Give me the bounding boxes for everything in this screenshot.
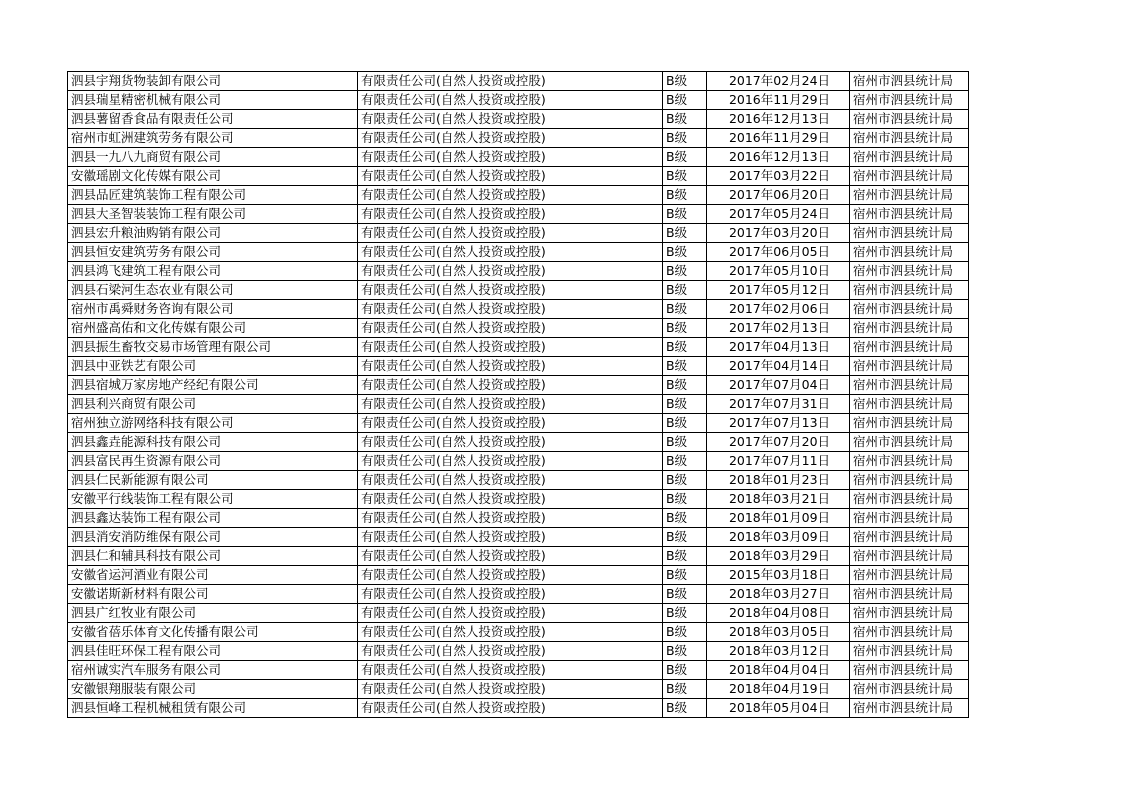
authority-cell: 宿州市泗县统计局 xyxy=(850,376,969,395)
enterprise-type-cell: 有限责任公司(自然人投资或控股) xyxy=(358,110,663,129)
table-body xyxy=(68,72,969,718)
credit-grade-cell: B级 xyxy=(663,528,707,547)
company-name-cell: 泗县鸿飞建筑工程有限公司 xyxy=(68,262,358,281)
authority-cell: 宿州市泗县统计局 xyxy=(850,642,969,661)
company-name-cell: 泗县品匠建筑装饰工程有限公司 xyxy=(68,186,358,205)
date-cell: 2017年07月31日 xyxy=(707,395,850,414)
date-cell: 2018年01月09日 xyxy=(707,509,850,528)
date-cell: 2017年02月24日 xyxy=(707,72,850,91)
credit-grade-cell: B级 xyxy=(663,338,707,357)
enterprise-type-cell: 有限责任公司(自然人投资或控股) xyxy=(358,357,663,376)
company-name-cell: 安徽银翔服装有限公司 xyxy=(68,680,358,699)
company-name-cell: 宿州市虹洲建筑劳务有限公司 xyxy=(68,129,358,148)
enterprise-type-cell: 有限责任公司(自然人投资或控股) xyxy=(358,129,663,148)
credit-grade-cell: B级 xyxy=(663,414,707,433)
company-name-cell: 泗县宏升粮油购销有限公司 xyxy=(68,224,358,243)
credit-grade-cell: B级 xyxy=(663,281,707,300)
authority-cell: 宿州市泗县统计局 xyxy=(850,452,969,471)
company-name-cell: 泗县广红牧业有限公司 xyxy=(68,604,358,623)
enterprise-type-cell: 有限责任公司(自然人投资或控股) xyxy=(358,186,663,205)
enterprise-type-cell: 有限责任公司(自然人投资或控股) xyxy=(358,167,663,186)
date-cell: 2018年03月27日 xyxy=(707,585,850,604)
date-cell: 2017年02月13日 xyxy=(707,319,850,338)
table-row xyxy=(68,167,969,186)
company-name-cell: 泗县仁民新能源有限公司 xyxy=(68,471,358,490)
table-row xyxy=(68,661,969,680)
credit-grade-cell: B级 xyxy=(663,224,707,243)
date-cell: 2017年03月20日 xyxy=(707,224,850,243)
authority-cell: 宿州市泗县统计局 xyxy=(850,262,969,281)
table-row xyxy=(68,148,969,167)
authority-cell: 宿州市泗县统计局 xyxy=(850,148,969,167)
authority-cell: 宿州市泗县统计局 xyxy=(850,680,969,699)
credit-grade-cell: B级 xyxy=(663,262,707,281)
company-name-cell: 泗县富民再生资源有限公司 xyxy=(68,452,358,471)
enterprise-type-cell: 有限责任公司(自然人投资或控股) xyxy=(358,300,663,319)
credit-grade-cell: B级 xyxy=(663,395,707,414)
date-cell: 2018年03月12日 xyxy=(707,642,850,661)
credit-rating-table xyxy=(67,71,969,718)
date-cell: 2016年11月29日 xyxy=(707,129,850,148)
table-row xyxy=(68,471,969,490)
company-name-cell: 泗县利兴商贸有限公司 xyxy=(68,395,358,414)
credit-grade-cell: B级 xyxy=(663,205,707,224)
table-row xyxy=(68,699,969,718)
authority-cell: 宿州市泗县统计局 xyxy=(850,585,969,604)
authority-cell: 宿州市泗县统计局 xyxy=(850,357,969,376)
credit-grade-cell: B级 xyxy=(663,642,707,661)
table-row xyxy=(68,319,969,338)
date-cell: 2018年03月09日 xyxy=(707,528,850,547)
credit-grade-cell: B级 xyxy=(663,699,707,718)
date-cell: 2017年02月06日 xyxy=(707,300,850,319)
authority-cell: 宿州市泗县统计局 xyxy=(850,471,969,490)
company-name-cell: 泗县恒安建筑劳务有限公司 xyxy=(68,243,358,262)
authority-cell: 宿州市泗县统计局 xyxy=(850,604,969,623)
authority-cell: 宿州市泗县统计局 xyxy=(850,91,969,110)
date-cell: 2017年07月04日 xyxy=(707,376,850,395)
date-cell: 2017年05月12日 xyxy=(707,281,850,300)
authority-cell: 宿州市泗县统计局 xyxy=(850,110,969,129)
table-row xyxy=(68,376,969,395)
table-row xyxy=(68,433,969,452)
table-row xyxy=(68,528,969,547)
authority-cell: 宿州市泗县统计局 xyxy=(850,281,969,300)
enterprise-type-cell: 有限责任公司(自然人投资或控股) xyxy=(358,528,663,547)
table-row xyxy=(68,281,969,300)
authority-cell: 宿州市泗县统计局 xyxy=(850,319,969,338)
company-name-cell: 泗县振生畜牧交易市场管理有限公司 xyxy=(68,338,358,357)
company-name-cell: 安徽省蓓乐体育文化传播有限公司 xyxy=(68,623,358,642)
company-name-cell: 安徽瑶剧文化传媒有限公司 xyxy=(68,167,358,186)
enterprise-type-cell: 有限责任公司(自然人投资或控股) xyxy=(358,642,663,661)
company-name-cell: 泗县消安消防维保有限公司 xyxy=(68,528,358,547)
enterprise-type-cell: 有限责任公司(自然人投资或控股) xyxy=(358,91,663,110)
date-cell: 2018年05月04日 xyxy=(707,699,850,718)
company-name-cell: 泗县瑞星精密机械有限公司 xyxy=(68,91,358,110)
date-cell: 2016年11月29日 xyxy=(707,91,850,110)
enterprise-type-cell: 有限责任公司(自然人投资或控股) xyxy=(358,623,663,642)
table-row xyxy=(68,205,969,224)
enterprise-type-cell: 有限责任公司(自然人投资或控股) xyxy=(358,376,663,395)
credit-grade-cell: B级 xyxy=(663,319,707,338)
company-name-cell: 泗县佳旺环保工程有限公司 xyxy=(68,642,358,661)
table-row xyxy=(68,490,969,509)
authority-cell: 宿州市泗县统计局 xyxy=(850,224,969,243)
credit-grade-cell: B级 xyxy=(663,680,707,699)
table-row xyxy=(68,300,969,319)
table-row xyxy=(68,395,969,414)
authority-cell: 宿州市泗县统计局 xyxy=(850,414,969,433)
table-row xyxy=(68,186,969,205)
credit-grade-cell: B级 xyxy=(663,661,707,680)
credit-grade-cell: B级 xyxy=(663,604,707,623)
table-row xyxy=(68,642,969,661)
company-name-cell: 宿州诚实汽车服务有限公司 xyxy=(68,661,358,680)
credit-grade-cell: B级 xyxy=(663,110,707,129)
authority-cell: 宿州市泗县统计局 xyxy=(850,186,969,205)
date-cell: 2018年03月29日 xyxy=(707,547,850,566)
date-cell: 2017年06月05日 xyxy=(707,243,850,262)
date-cell: 2018年04月04日 xyxy=(707,661,850,680)
enterprise-type-cell: 有限责任公司(自然人投资或控股) xyxy=(358,585,663,604)
company-name-cell: 安徽省运河酒业有限公司 xyxy=(68,566,358,585)
authority-cell: 宿州市泗县统计局 xyxy=(850,72,969,91)
enterprise-type-cell: 有限责任公司(自然人投资或控股) xyxy=(358,148,663,167)
company-name-cell: 宿州独立游网络科技有限公司 xyxy=(68,414,358,433)
enterprise-type-cell: 有限责任公司(自然人投资或控股) xyxy=(358,319,663,338)
credit-grade-cell: B级 xyxy=(663,623,707,642)
credit-grade-cell: B级 xyxy=(663,490,707,509)
authority-cell: 宿州市泗县统计局 xyxy=(850,395,969,414)
company-name-cell: 泗县薯留香食品有限责任公司 xyxy=(68,110,358,129)
company-name-cell: 泗县恒峰工程机械租赁有限公司 xyxy=(68,699,358,718)
date-cell: 2016年12月13日 xyxy=(707,110,850,129)
table-row xyxy=(68,262,969,281)
credit-grade-cell: B级 xyxy=(663,300,707,319)
table-row xyxy=(68,357,969,376)
date-cell: 2018年01月23日 xyxy=(707,471,850,490)
company-name-cell: 泗县宿城万家房地产经纪有限公司 xyxy=(68,376,358,395)
table-row xyxy=(68,91,969,110)
authority-cell: 宿州市泗县统计局 xyxy=(850,205,969,224)
enterprise-type-cell: 有限责任公司(自然人投资或控股) xyxy=(358,281,663,300)
table-row xyxy=(68,338,969,357)
company-name-cell: 安徽平行线装饰工程有限公司 xyxy=(68,490,358,509)
enterprise-type-cell: 有限责任公司(自然人投资或控股) xyxy=(358,452,663,471)
enterprise-type-cell: 有限责任公司(自然人投资或控股) xyxy=(358,699,663,718)
table-row xyxy=(68,604,969,623)
date-cell: 2018年03月05日 xyxy=(707,623,850,642)
authority-cell: 宿州市泗县统计局 xyxy=(850,338,969,357)
authority-cell: 宿州市泗县统计局 xyxy=(850,699,969,718)
enterprise-type-cell: 有限责任公司(自然人投资或控股) xyxy=(358,547,663,566)
enterprise-type-cell: 有限责任公司(自然人投资或控股) xyxy=(358,661,663,680)
company-name-cell: 泗县鑫垚能源科技有限公司 xyxy=(68,433,358,452)
date-cell: 2017年07月11日 xyxy=(707,452,850,471)
enterprise-type-cell: 有限责任公司(自然人投资或控股) xyxy=(358,604,663,623)
table-row xyxy=(68,243,969,262)
credit-grade-cell: B级 xyxy=(663,91,707,110)
date-cell: 2017年05月24日 xyxy=(707,205,850,224)
credit-grade-cell: B级 xyxy=(663,509,707,528)
date-cell: 2018年03月21日 xyxy=(707,490,850,509)
company-name-cell: 泗县石梁河生态农业有限公司 xyxy=(68,281,358,300)
authority-cell: 宿州市泗县统计局 xyxy=(850,300,969,319)
company-name-cell: 泗县仁和辅具科技有限公司 xyxy=(68,547,358,566)
company-name-cell: 泗县鑫达装饰工程有限公司 xyxy=(68,509,358,528)
table-row xyxy=(68,452,969,471)
credit-grade-cell: B级 xyxy=(663,357,707,376)
enterprise-type-cell: 有限责任公司(自然人投资或控股) xyxy=(358,205,663,224)
enterprise-type-cell: 有限责任公司(自然人投资或控股) xyxy=(358,509,663,528)
table-row xyxy=(68,414,969,433)
credit-grade-cell: B级 xyxy=(663,547,707,566)
table-row xyxy=(68,623,969,642)
credit-grade-cell: B级 xyxy=(663,585,707,604)
date-cell: 2017年04月14日 xyxy=(707,357,850,376)
date-cell: 2015年03月18日 xyxy=(707,566,850,585)
credit-grade-cell: B级 xyxy=(663,148,707,167)
authority-cell: 宿州市泗县统计局 xyxy=(850,129,969,148)
enterprise-type-cell: 有限责任公司(自然人投资或控股) xyxy=(358,680,663,699)
enterprise-type-cell: 有限责任公司(自然人投资或控股) xyxy=(358,72,663,91)
enterprise-type-cell: 有限责任公司(自然人投资或控股) xyxy=(358,471,663,490)
table-row xyxy=(68,110,969,129)
table-row xyxy=(68,224,969,243)
table-row xyxy=(68,547,969,566)
enterprise-type-cell: 有限责任公司(自然人投资或控股) xyxy=(358,433,663,452)
company-name-cell: 泗县一九八九商贸有限公司 xyxy=(68,148,358,167)
authority-cell: 宿州市泗县统计局 xyxy=(850,509,969,528)
enterprise-type-cell: 有限责任公司(自然人投资或控股) xyxy=(358,414,663,433)
authority-cell: 宿州市泗县统计局 xyxy=(850,566,969,585)
enterprise-type-cell: 有限责任公司(自然人投资或控股) xyxy=(358,395,663,414)
enterprise-type-cell: 有限责任公司(自然人投资或控股) xyxy=(358,490,663,509)
company-name-cell: 泗县宇翔货物装卸有限公司 xyxy=(68,72,358,91)
credit-grade-cell: B级 xyxy=(663,129,707,148)
credit-grade-cell: B级 xyxy=(663,452,707,471)
table-row xyxy=(68,72,969,91)
date-cell: 2017年05月10日 xyxy=(707,262,850,281)
authority-cell: 宿州市泗县统计局 xyxy=(850,433,969,452)
company-name-cell: 安徽诺斯新材料有限公司 xyxy=(68,585,358,604)
date-cell: 2017年07月13日 xyxy=(707,414,850,433)
table-row xyxy=(68,129,969,148)
credit-grade-cell: B级 xyxy=(663,167,707,186)
date-cell: 2018年04月08日 xyxy=(707,604,850,623)
table-row xyxy=(68,566,969,585)
company-name-cell: 泗县大圣智装装饰工程有限公司 xyxy=(68,205,358,224)
credit-grade-cell: B级 xyxy=(663,243,707,262)
company-name-cell: 泗县中亚铁艺有限公司 xyxy=(68,357,358,376)
enterprise-type-cell: 有限责任公司(自然人投资或控股) xyxy=(358,338,663,357)
credit-grade-cell: B级 xyxy=(663,72,707,91)
enterprise-type-cell: 有限责任公司(自然人投资或控股) xyxy=(358,566,663,585)
credit-grade-cell: B级 xyxy=(663,471,707,490)
credit-grade-cell: B级 xyxy=(663,376,707,395)
table-row xyxy=(68,585,969,604)
credit-grade-cell: B级 xyxy=(663,186,707,205)
date-cell: 2017年04月13日 xyxy=(707,338,850,357)
date-cell: 2017年03月22日 xyxy=(707,167,850,186)
authority-cell: 宿州市泗县统计局 xyxy=(850,661,969,680)
enterprise-type-cell: 有限责任公司(自然人投资或控股) xyxy=(358,262,663,281)
authority-cell: 宿州市泗县统计局 xyxy=(850,490,969,509)
credit-grade-cell: B级 xyxy=(663,433,707,452)
date-cell: 2018年04月19日 xyxy=(707,680,850,699)
company-name-cell: 宿州盛高佑和文化传媒有限公司 xyxy=(68,319,358,338)
authority-cell: 宿州市泗县统计局 xyxy=(850,547,969,566)
date-cell: 2017年07月20日 xyxy=(707,433,850,452)
enterprise-type-cell: 有限责任公司(自然人投资或控股) xyxy=(358,224,663,243)
authority-cell: 宿州市泗县统计局 xyxy=(850,243,969,262)
date-cell: 2016年12月13日 xyxy=(707,148,850,167)
credit-grade-cell: B级 xyxy=(663,566,707,585)
enterprise-type-cell: 有限责任公司(自然人投资或控股) xyxy=(358,243,663,262)
authority-cell: 宿州市泗县统计局 xyxy=(850,528,969,547)
table-row xyxy=(68,680,969,699)
table-row xyxy=(68,509,969,528)
authority-cell: 宿州市泗县统计局 xyxy=(850,167,969,186)
company-name-cell: 宿州市禹舜财务咨询有限公司 xyxy=(68,300,358,319)
authority-cell: 宿州市泗县统计局 xyxy=(850,623,969,642)
date-cell: 2017年06月20日 xyxy=(707,186,850,205)
